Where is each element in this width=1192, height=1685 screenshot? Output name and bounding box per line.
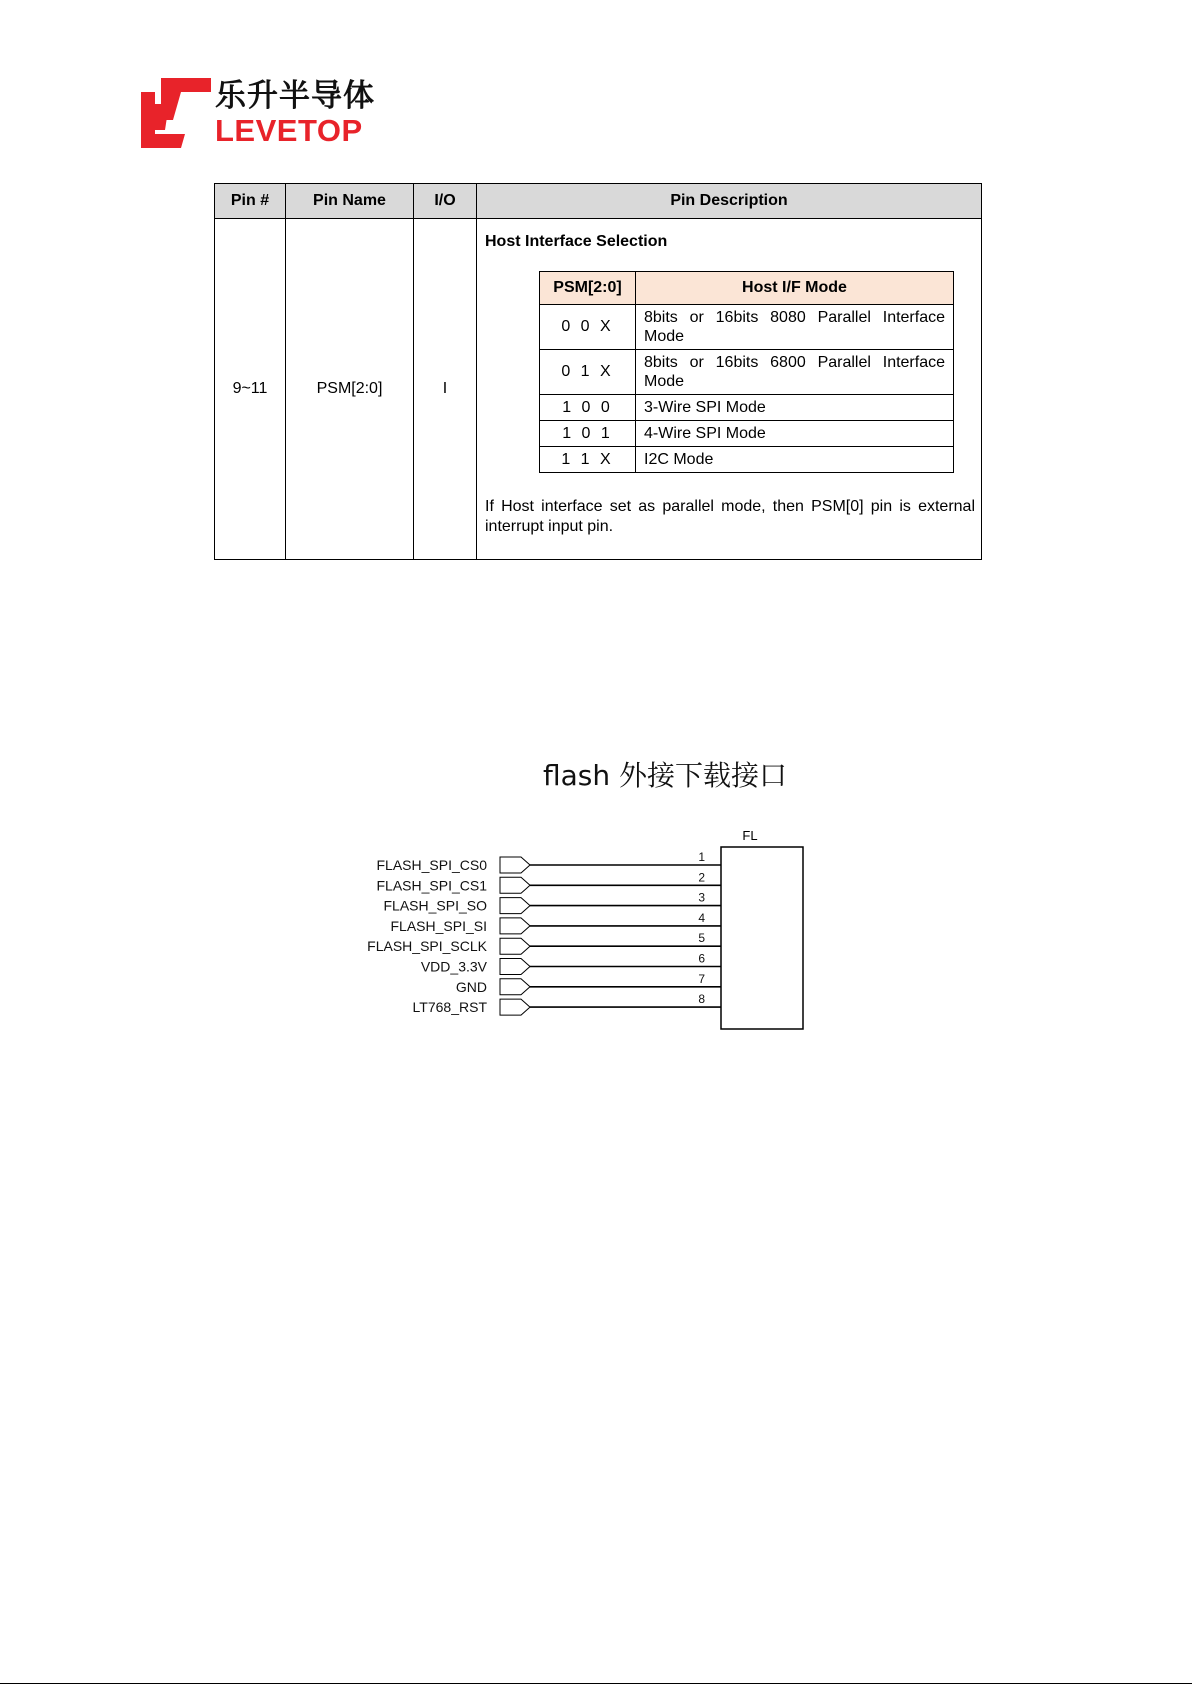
port-symbol (500, 979, 530, 995)
flash-connector-schematic (350, 820, 810, 1040)
pin-number: 2 (698, 870, 705, 885)
psm-mode-table (539, 271, 954, 473)
signal-group (367, 850, 721, 1015)
pin-number-cell: 9~11 (215, 219, 286, 560)
psm-row (540, 305, 954, 350)
psm-row (540, 350, 954, 395)
port-symbol (500, 938, 530, 954)
port-symbol (500, 857, 530, 873)
psm-code: 1 0 0 (540, 395, 636, 421)
net-label: GND (455, 978, 487, 995)
port-symbol (500, 877, 530, 893)
pin-number: 7 (698, 971, 705, 986)
connector-body (721, 847, 803, 1029)
port-symbol (500, 999, 530, 1015)
net-label: FLASH_SPI_CS0 (376, 857, 487, 873)
logo-chinese-text: 乐升半导体 (215, 78, 375, 114)
psm-code: 0 0 X (540, 305, 636, 350)
psm-code: 0 1 X (540, 350, 636, 395)
header-pin-name: Pin Name (286, 184, 414, 219)
levetop-logo (141, 78, 381, 150)
psm-header-code: PSM[2:0] (540, 272, 636, 305)
header-pin-number: Pin # (215, 184, 286, 219)
port-symbol (500, 959, 530, 975)
psm-header-mode: Host I/F Mode (636, 272, 954, 305)
psm-mode: 4-Wire SPI Mode (636, 421, 954, 447)
net-label: FLASH_SPI_SI (390, 917, 487, 934)
levetop-logo-mark (141, 78, 211, 148)
port-symbol (500, 918, 530, 934)
pin-number: 1 (698, 850, 705, 864)
table-row (215, 219, 982, 560)
pin-number: 3 (698, 890, 705, 905)
psm-mode: 3-Wire SPI Mode (636, 395, 954, 421)
net-label: FLASH_SPI_CS1 (376, 877, 487, 894)
psm-mode: 8bits or 16bits 8080 Parallel Interface Mode (636, 305, 954, 350)
psm-row (540, 447, 954, 473)
header-pin-description: Pin Description (477, 184, 982, 219)
net-label: FLASH_SPI_SO (383, 897, 487, 914)
net-label: VDD_3.3V (420, 958, 487, 975)
description-title: Host Interface Selection (485, 233, 668, 250)
psm-row (540, 395, 954, 421)
psm-row (540, 421, 954, 447)
io-cell: I (414, 219, 477, 560)
port-symbol (500, 898, 530, 914)
connector-label: FL (742, 828, 758, 843)
pin-number: 5 (698, 931, 705, 946)
psm-mode: I2C Mode (636, 447, 954, 473)
pin-table (214, 183, 982, 560)
header-io: I/O (414, 184, 477, 219)
pin-description-cell (477, 219, 982, 560)
psm-mode: 8bits or 16bits 6800 Parallel Interface Mode (636, 350, 954, 395)
pin-name-cell: PSM[2:0] (286, 219, 414, 560)
pin-table-header (215, 184, 982, 219)
logo-english-text: LEVETOP (215, 113, 363, 148)
pin-number: 4 (698, 910, 705, 925)
description-note: If Host interface set as parallel mode, then PSM[0] pin is external interrupt input pin. (485, 498, 975, 535)
psm-code: 1 1 X (540, 447, 636, 473)
schematic-title: flash 外接下载接口 (543, 759, 788, 792)
pin-number: 8 (698, 992, 705, 1007)
psm-code: 1 0 1 (540, 421, 636, 447)
net-label: LT768_RST (412, 999, 487, 1016)
page-bottom-rule (0, 1683, 1192, 1684)
net-label: FLASH_SPI_SCLK (367, 938, 487, 955)
psm-table-header (540, 272, 954, 305)
pin-number: 6 (698, 951, 705, 966)
